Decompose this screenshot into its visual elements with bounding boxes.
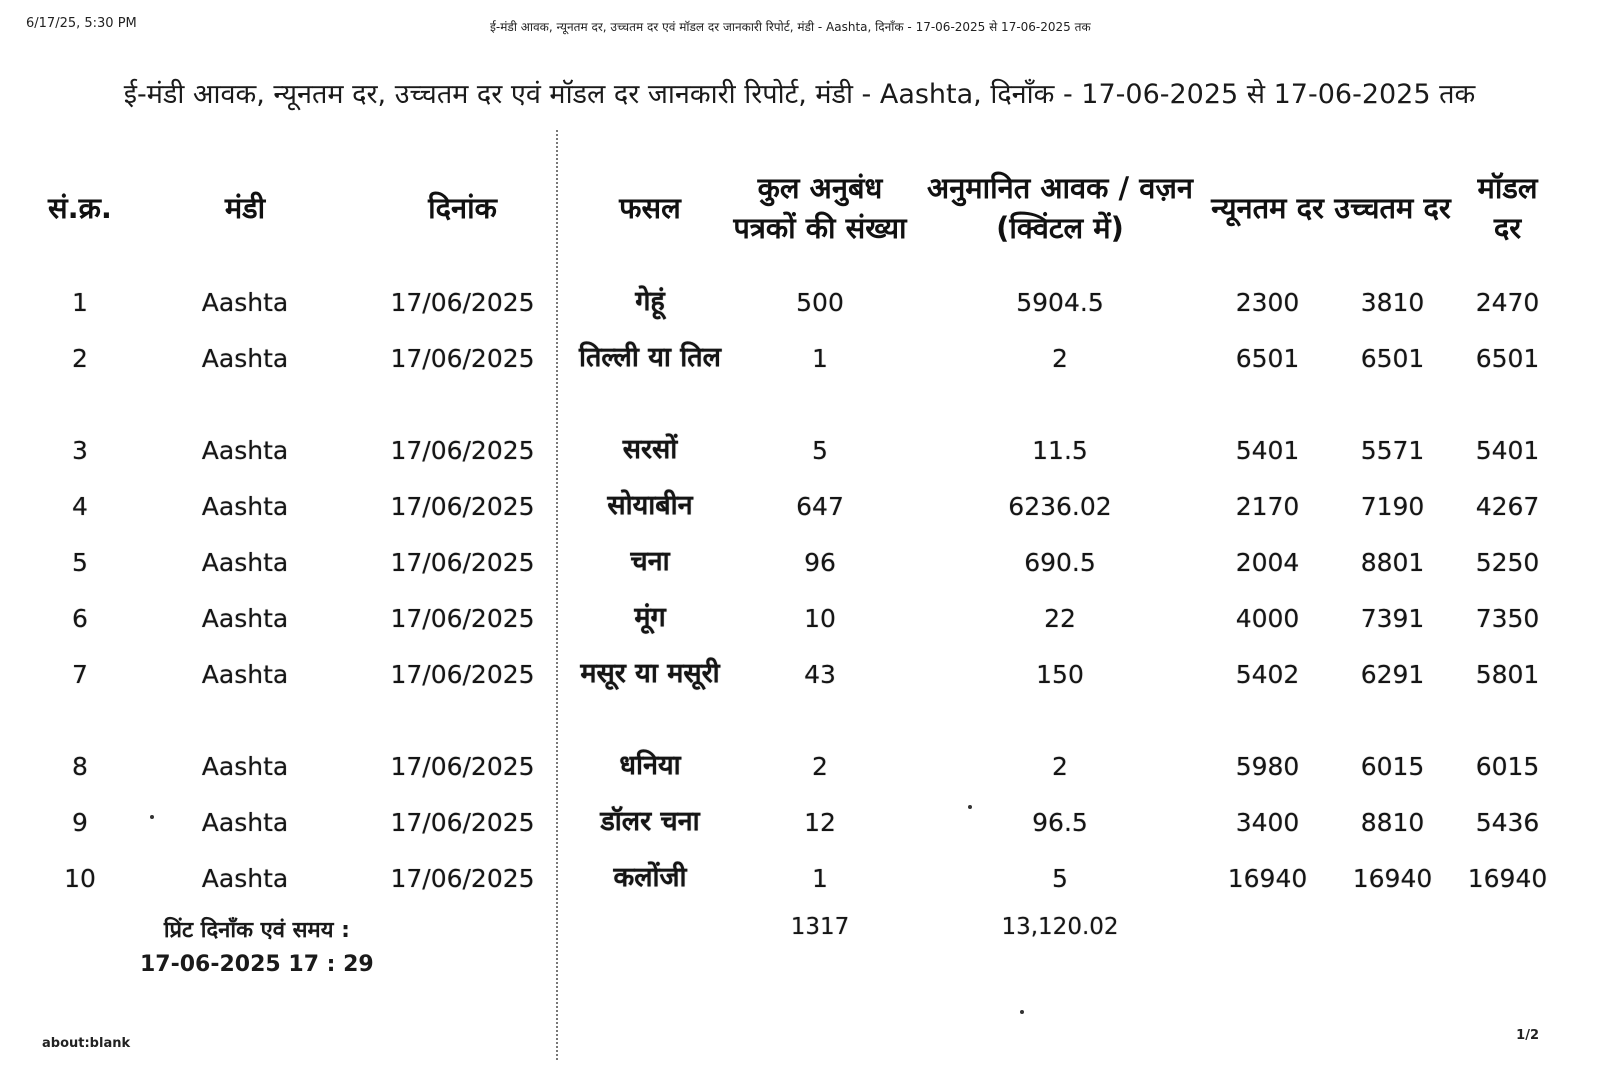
cell-crop: सोयाबीन	[607, 490, 693, 521]
cell-max-rate: 16940	[1352, 864, 1433, 893]
cell-mandi: Aashta	[201, 660, 289, 689]
cell-sno: 4	[72, 492, 88, 521]
table-row	[20, 536, 1560, 592]
cell-mandi: Aashta	[201, 752, 289, 781]
table-row	[20, 424, 1560, 480]
cell-crop: धनिया	[619, 750, 681, 781]
cell-date: 17/06/2025	[390, 604, 535, 633]
cell-min-rate: 4000	[1235, 604, 1300, 633]
mandi-report-table	[20, 140, 1560, 940]
table-row	[20, 796, 1560, 852]
header-mandi: मंडी	[224, 191, 266, 225]
cell-modal-rate: 5250	[1475, 548, 1540, 577]
cell-date: 17/06/2025	[390, 864, 535, 893]
cell-contracts: 96	[804, 548, 836, 577]
table-row	[20, 480, 1560, 536]
table-row	[20, 592, 1560, 648]
cell-max-rate: 7190	[1360, 492, 1425, 521]
cell-min-rate: 3400	[1235, 808, 1300, 837]
cell-crop: सरसों	[622, 434, 678, 465]
cell-crop: चना	[630, 546, 670, 577]
cell-mandi: Aashta	[201, 492, 289, 521]
cell-sno: 8	[72, 752, 88, 781]
cell-arrival: 2	[1052, 752, 1068, 781]
cell-contracts: 5	[812, 436, 828, 465]
cell-min-rate: 6501	[1235, 344, 1300, 373]
total-arrival: 13,120.02	[1001, 914, 1119, 940]
cell-mandi: Aashta	[201, 288, 289, 317]
cell-max-rate: 6291	[1360, 660, 1425, 689]
cell-crop: कलोंजी	[613, 862, 687, 893]
footer-url: about:blank	[42, 1036, 131, 1051]
cell-arrival: 150	[1036, 660, 1084, 689]
cell-modal-rate: 7350	[1475, 604, 1540, 633]
cell-max-rate: 5571	[1360, 436, 1425, 465]
cell-sno: 2	[72, 344, 88, 373]
cell-min-rate: 2170	[1235, 492, 1300, 521]
table-row	[20, 740, 1560, 796]
print-datetime: 6/17/25, 5:30 PM	[26, 16, 137, 31]
cell-contracts: 500	[796, 288, 844, 317]
cell-modal-rate: 2470	[1475, 288, 1540, 317]
cell-arrival: 96.5	[1032, 808, 1088, 837]
cell-sno: 1	[72, 288, 88, 317]
cell-contracts: 2	[812, 752, 828, 781]
cell-date: 17/06/2025	[390, 288, 535, 317]
cell-crop: तिल्ली या तिल	[578, 342, 721, 373]
cell-max-rate: 6015	[1360, 752, 1425, 781]
table-row	[20, 648, 1560, 740]
cell-crop: डॉलर चना	[600, 806, 700, 837]
cell-arrival: 6236.02	[1008, 492, 1112, 521]
browser-print-header	[0, 14, 1599, 38]
cell-sno: 10	[64, 864, 96, 893]
cell-contracts: 1	[812, 344, 828, 373]
cell-contracts: 1	[812, 864, 828, 893]
cell-mandi: Aashta	[201, 604, 289, 633]
scan-speck	[1020, 1010, 1024, 1014]
footer-page-number: 1/2	[1516, 1028, 1539, 1043]
cell-max-rate: 3810	[1360, 288, 1425, 317]
header-sno: सं.क्र.	[48, 191, 112, 225]
cell-max-rate: 8810	[1360, 808, 1425, 837]
cell-arrival: 11.5	[1032, 436, 1088, 465]
cell-date: 17/06/2025	[390, 344, 535, 373]
cell-arrival: 22	[1044, 604, 1076, 633]
cell-max-rate: 7391	[1360, 604, 1425, 633]
cell-sno: 5	[72, 548, 88, 577]
cell-mandi: Aashta	[201, 808, 289, 837]
cell-contracts: 647	[796, 492, 844, 521]
print-date-block	[140, 914, 374, 982]
cell-contracts: 12	[804, 808, 836, 837]
cell-date: 17/06/2025	[390, 436, 535, 465]
cell-modal-rate: 5436	[1475, 808, 1540, 837]
cell-modal-rate: 6501	[1475, 344, 1540, 373]
cell-min-rate: 5401	[1235, 436, 1300, 465]
cell-modal-rate: 16940	[1467, 864, 1548, 893]
total-contracts: 1317	[790, 914, 850, 940]
cell-sno: 3	[72, 436, 88, 465]
cell-mandi: Aashta	[201, 436, 289, 465]
cell-crop: मूंग	[634, 602, 666, 633]
cell-min-rate: 2300	[1235, 288, 1300, 317]
header-crop: फसल	[619, 191, 681, 225]
print-header-title: ई-मंडी आवक, न्यूनतम दर, उच्चतम दर एवं मॉडल दर जानकारी रिपोर्ट, मंडी - Aashta, दिनाँक - 17-06-2025 से 17-06-2025 तक	[490, 20, 1091, 34]
cell-arrival: 5904.5	[1016, 288, 1104, 317]
cell-sno: 7	[72, 660, 88, 689]
cell-max-rate: 8801	[1360, 548, 1425, 577]
cell-arrival: 2	[1052, 344, 1068, 373]
cell-mandi: Aashta	[201, 864, 289, 893]
header-max-rate: उच्चतम दर	[1334, 191, 1451, 225]
table-row	[20, 852, 1560, 908]
cell-mandi: Aashta	[201, 548, 289, 577]
header-min-rate: न्यूनतम दर	[1211, 191, 1324, 225]
cell-arrival: 5	[1052, 864, 1068, 893]
header-contracts: कुल अनुबंध पत्रकों की संख्या	[733, 171, 907, 245]
cell-crop: मसूर या मसूरी	[580, 658, 720, 689]
cell-date: 17/06/2025	[390, 492, 535, 521]
cell-sno: 6	[72, 604, 88, 633]
report-title: ई-मंडी आवक, न्यूनतम दर, उच्चतम दर एवं मॉडल दर जानकारी रिपोर्ट, मंडी - Aashta, दिनाँक - 17-06-2025 से 17-06-2025 तक	[123, 79, 1476, 110]
table-header-row	[20, 140, 1560, 276]
cell-modal-rate: 5401	[1475, 436, 1540, 465]
cell-contracts: 43	[804, 660, 836, 689]
print-date-label: प्रिंट दिनाँक एवं समय :	[163, 918, 350, 943]
cell-modal-rate: 6015	[1475, 752, 1540, 781]
print-date-value: 17-06-2025 17 : 29	[140, 952, 374, 977]
header-modal-rate: मॉडल दर	[1477, 171, 1538, 245]
cell-contracts: 10	[804, 604, 836, 633]
cell-arrival: 690.5	[1024, 548, 1096, 577]
cell-crop: गेहूं	[635, 286, 665, 317]
cell-modal-rate: 4267	[1475, 492, 1540, 521]
cell-sno: 9	[72, 808, 88, 837]
cell-date: 17/06/2025	[390, 660, 535, 689]
cell-min-rate: 2004	[1235, 548, 1300, 577]
cell-date: 17/06/2025	[390, 752, 535, 781]
cell-modal-rate: 5801	[1475, 660, 1540, 689]
cell-date: 17/06/2025	[390, 548, 535, 577]
header-arrival: अनुमानित आवक / वज़न (क्विंटल में)	[927, 171, 1193, 245]
header-date: दिनांक	[428, 191, 497, 225]
cell-min-rate: 16940	[1227, 864, 1308, 893]
cell-date: 17/06/2025	[390, 808, 535, 837]
cell-min-rate: 5402	[1235, 660, 1300, 689]
cell-min-rate: 5980	[1235, 752, 1300, 781]
table-row	[20, 332, 1560, 424]
cell-mandi: Aashta	[201, 344, 289, 373]
table-row	[20, 276, 1560, 332]
cell-max-rate: 6501	[1360, 344, 1425, 373]
